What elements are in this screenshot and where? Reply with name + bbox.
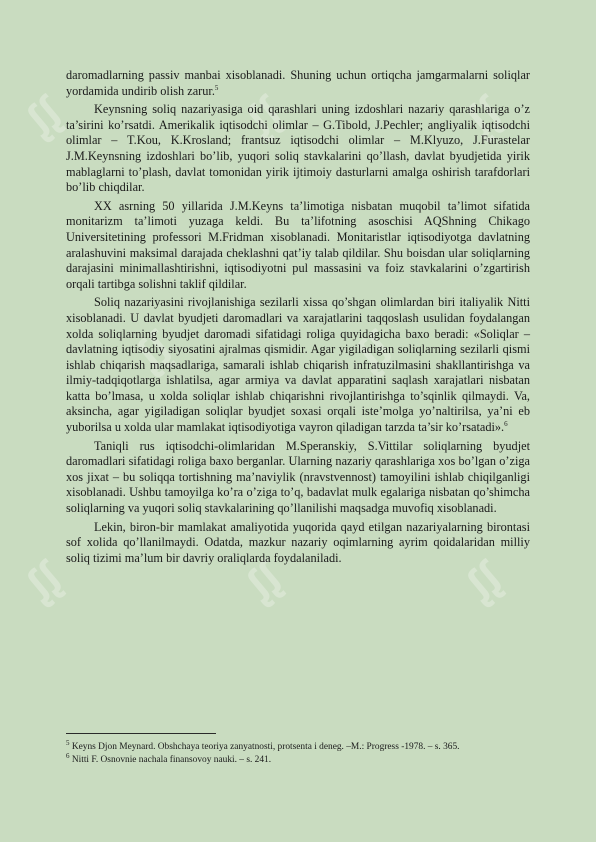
watermark-logo: ᶘᶘ bbox=[456, 87, 512, 146]
watermark-logo: ᶘᶘ bbox=[236, 552, 292, 611]
paragraph: Lekin, biron-bir mamlakat amaliyotida yuqorida qayd etilgan nazariyalarning birontasi sof xolida qo’llanilmaydi. Odatda, mazkur nazariy oqimlarning ayrim qoidalaridan milliy soliq tizimi ma’lum bir davriy oraliqlarda foydalaniladi. bbox=[66, 519, 530, 565]
footnote: $^5$ Keyns Djon Meynard. Obshchaya teoriya zanyatnosti, protsenta i deneg. –M.: Progress -1978. – s. 365. bbox=[66, 738, 460, 752]
paragraph: Soliq nazariyasini rivojlanishiga sezilarli xissa qo’shgan olimlardan biri italiyalik Nitti xisoblanadi. U davlat byudjeti daromadlari va xarajatlarini taqqoslash usulidan foydalangan xolda soliqlarning byudjet daromadi sifatidagi roliga quyidagicha baxo beradi: «Soliqlar – davlatning iqtisodiy siyosatini ajralmas qismidir. Agar yigiladigan soliqlarning sezilarli qismi ishlab chiqarish maqsadlariga, samarali ishlab chiqarish infratuzilmasini shakllantirishga va ilmiy-tadqiqotlarga ishlatilsa, agar armiya va davlat apparatini saqlash xarajatlari nisbatan katta bo’lmasa, u xolda soliqlar ishlab chiqarishni rivojlantirishga to’sqinlik qilmaydi. Va, aksincha, agar yigiladigan soliqlar byudjet soxasi orqali iste’molga yo’naltirilsa, ya’ni eb yuborilsa u xolda ular mamlakat iqtisodiyotiga vayron qiladigan tarzda ta’sir ko’rsatadi».$^6$ bbox=[66, 295, 530, 435]
watermark-logo: ᶘᶘ bbox=[16, 87, 72, 146]
footnote: $^6$ Nitti F. Osnovnie nachala finansovoy nauki. – s. 241. bbox=[66, 751, 272, 765]
footnote-separator bbox=[66, 733, 216, 734]
watermark-logo: ᶘᶘ bbox=[456, 552, 512, 611]
paragraph: Taniqli rus iqtisodchi-olimlaridan M.Speranskiy, S.Vittilar soliqlarning byudjet daromadlari sifatidagi roliga baxo berganlar. Ularning nazariy qarashlariga xos bo’lgan o’ziga xos jixat – bu soliqqa tortishning ma’naviylik (nravstvennost) tamoyilini ishlab chiqilganligi xisoblanadi. Ushbu tamoyilga ko’ra o’ziga to’q, badavlat mulk egalariga nisbatan qo’shimcha soliqlarning va yuqori soliq stavkalarining qo’llanilishi maqsadga muvofiq xisoblanadi. bbox=[66, 438, 530, 516]
footnote-ref: 6 bbox=[504, 419, 508, 428]
watermark-logo: ᶘᶘ bbox=[16, 552, 72, 611]
footnotes bbox=[66, 738, 536, 767]
paragraph: Keynsning soliq nazariyasiga oid qarashlari uning izdoshlari nazariy qarashlariga o’z ta’sirini ko’rsatdi. Amerikalik iqtisodchi olimlar – G.Tibold, J.Pechler; angliyalik iqtisodchi olimlar – T.Kou, K.Krosland; frantsuz iqtisodchi olimlar – M.Klyuzo, J.Furastelar J.M.Keynsning izdoshlari bo’lib, yuqori soliq stavkalarini qo’llash, davlat byudjetida yirik mablaglarni to’plash, davlat tomonidan yirik ijtimoiy dasturlarni amalga oshirish tarafdorlari bo’lib chiqdilar. bbox=[66, 102, 530, 195]
paragraph: daromadlarning passiv manbai xisoblanadi. Shuning uchun ortiqcha jamgarmalarni soliqlar yordamida undirib olish zarur.$^5$ bbox=[66, 68, 530, 98]
page-body bbox=[66, 68, 530, 569]
watermark-logo: ᶘᶘ bbox=[236, 87, 292, 146]
watermark-logo: ᶘᶘ bbox=[346, 322, 402, 381]
paragraph: XX asrning 50 yillarida J.M.Keyns ta’limotiga nisbatan muqobil ta’limot sifatida monitarizm ta’limoti yuzaga keldi. Bu ta’lifotning asoschisi AQShning Chikago Universitetining professori M.Fridman xisoblanadi. Monitaristlar iqtisodiyotga davlatning aralashuvini maksimal darajada cheklashni qat’iy talab qildilar. Shu boisdan ular soliqlarning darajasini minimallashtirishni, iqtisodiyotni pul massasini va foiz stavkalarini o’zgartirish orqali tartibga solishni taklif qildilar. bbox=[66, 198, 530, 291]
watermark-logo: ᶘᶘ bbox=[126, 322, 182, 381]
footnote-ref: 5 bbox=[214, 83, 219, 92]
footnote-number: 6 bbox=[66, 751, 70, 760]
footnote-number: 5 bbox=[66, 738, 70, 747]
